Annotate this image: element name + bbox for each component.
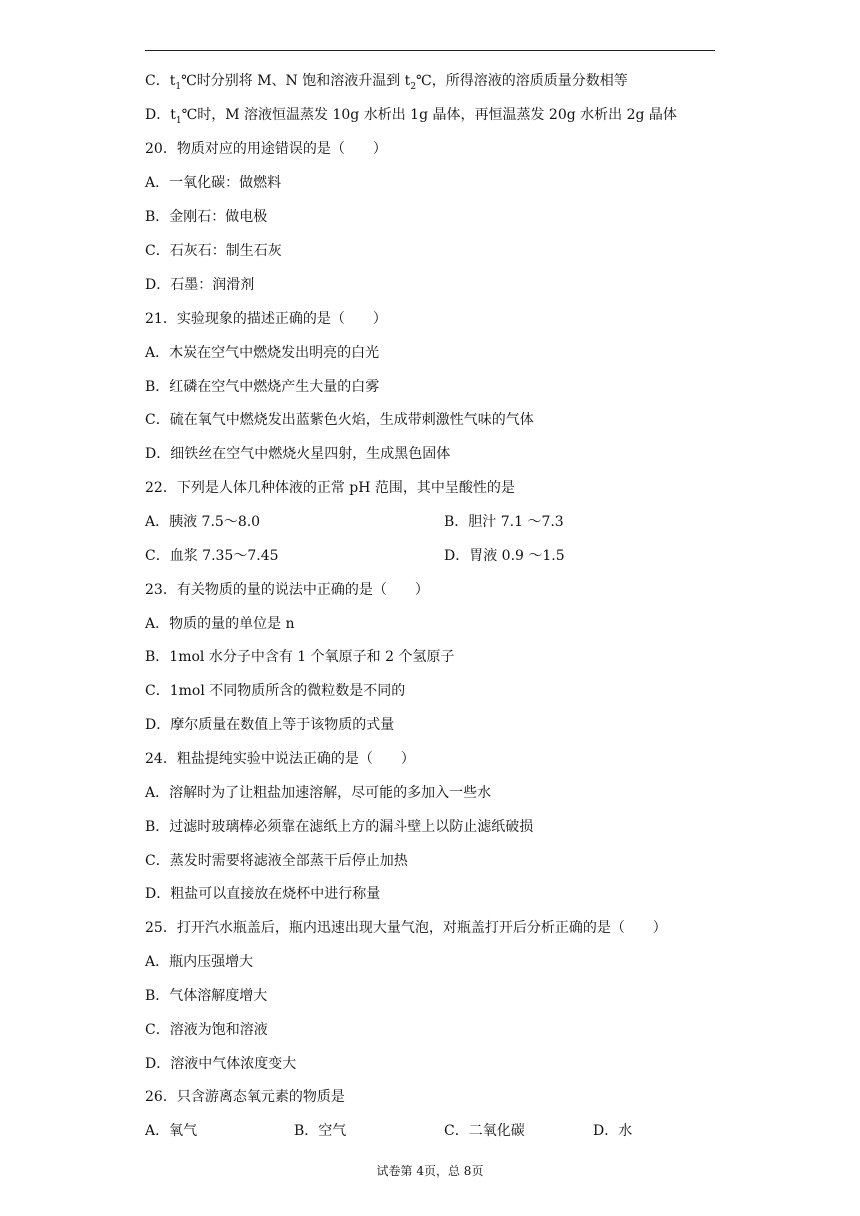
q21-option-c: C．硫在氧气中燃烧发出蓝紫色火焰，生成带刺激性气味的气体 bbox=[145, 412, 534, 428]
q26-options-row bbox=[145, 1121, 633, 1141]
q26-option-b: B．空气 bbox=[294, 1123, 347, 1139]
q22-option-a: A．胰液 7.5～8.0 bbox=[145, 514, 261, 530]
q25-option-c: C．溶液为饱和溶液 bbox=[145, 1022, 268, 1038]
q20-option-a: A．一氧化碳：做燃料 bbox=[145, 175, 282, 191]
q24-option-c: C．蒸发时需要将滤液全部蒸干后停止加热 bbox=[145, 853, 408, 869]
q23-option-c: C．1mol 不同物质所含的微粒数是不同的 bbox=[145, 683, 406, 699]
q23-option-d: D．摩尔质量在数值上等于该物质的式量 bbox=[145, 717, 395, 733]
q22-option-b: B．胆汁 7.1 ～7.3 bbox=[444, 514, 564, 530]
header-rule bbox=[145, 50, 715, 51]
q21-option-a: A．木炭在空气中燃烧发出明亮的白光 bbox=[145, 345, 380, 361]
q25-option-d: D．溶液中气体浓度变大 bbox=[145, 1056, 297, 1072]
q19-option-d: D．$t_1℃$时，M 溶液恒温蒸发 10g 水析出 1g 晶体，再恒温蒸发 20g 水析出 2g 晶体 bbox=[145, 107, 677, 126]
q23-option-a: A．物质的量的单位是 n bbox=[145, 616, 295, 632]
q22-options-row1 bbox=[145, 512, 564, 532]
q24-option-d: D．粗盐可以直接放在烧杯中进行称量 bbox=[145, 886, 381, 902]
q22-option-d: D．胃液 0.9 ～1.5 bbox=[444, 548, 565, 564]
q24-option-b: B．过滤时玻璃棒必须靠在滤纸上方的漏斗壁上以防止滤纸破损 bbox=[145, 819, 534, 835]
q25-option-b: B．气体溶解度增大 bbox=[145, 988, 268, 1004]
q25-stem: 25．打开汽水瓶盖后，瓶内迅速出现大量气泡，对瓶盖打开后分析正确的是（ ） bbox=[145, 920, 667, 936]
q20-option-c: C．石灰石：制生石灰 bbox=[145, 243, 282, 259]
q24-stem: 24．粗盐提纯实验中说法正确的是（ ） bbox=[145, 751, 415, 767]
q21-option-d: D．细铁丝在空气中燃烧火星四射，生成黑色固体 bbox=[145, 446, 451, 462]
q19-option-c: C．$t_1℃$时分别将 M、N 饱和溶液升温到 $t_2℃$，所得溶液的溶质质量分数相等 bbox=[145, 73, 628, 92]
q26-option-a: A．氧气 bbox=[145, 1123, 198, 1139]
page-footer: 试卷第 4页，总 8页 bbox=[376, 1164, 484, 1178]
q22-options-row2 bbox=[145, 546, 565, 566]
q26-option-d: D．水 bbox=[593, 1123, 633, 1139]
q22-option-c: C．血浆 7.35～7.45 bbox=[145, 548, 279, 564]
q25-option-a: A．瓶内压强增大 bbox=[145, 954, 254, 970]
q23-option-b: B．1mol 水分子中含有 1 个氧原子和 2 个氢原子 bbox=[145, 649, 455, 665]
q20-option-d: D．石墨：润滑剂 bbox=[145, 277, 255, 293]
q20-option-b: B．金刚石：做电极 bbox=[145, 209, 268, 225]
q23-stem: 23．有关物质的量的说法中正确的是（ ） bbox=[145, 582, 429, 598]
q24-option-a: A．溶解时为了让粗盐加速溶解，尽可能的多加入一些水 bbox=[145, 785, 492, 801]
q21-stem: 21．实验现象的描述正确的是（ ） bbox=[145, 311, 387, 327]
q22-stem: 22．下列是人体几种体液的正常 pH 范围，其中呈酸性的是 bbox=[145, 480, 515, 496]
q26-stem: 26．只含游离态氧元素的物质是 bbox=[145, 1089, 345, 1105]
q21-option-b: B．红磷在空气中燃烧产生大量的白雾 bbox=[145, 379, 380, 395]
q20-stem: 20．物质对应的用途错误的是（ ） bbox=[145, 141, 387, 157]
q26-option-c: C．二氧化碳 bbox=[444, 1123, 525, 1139]
